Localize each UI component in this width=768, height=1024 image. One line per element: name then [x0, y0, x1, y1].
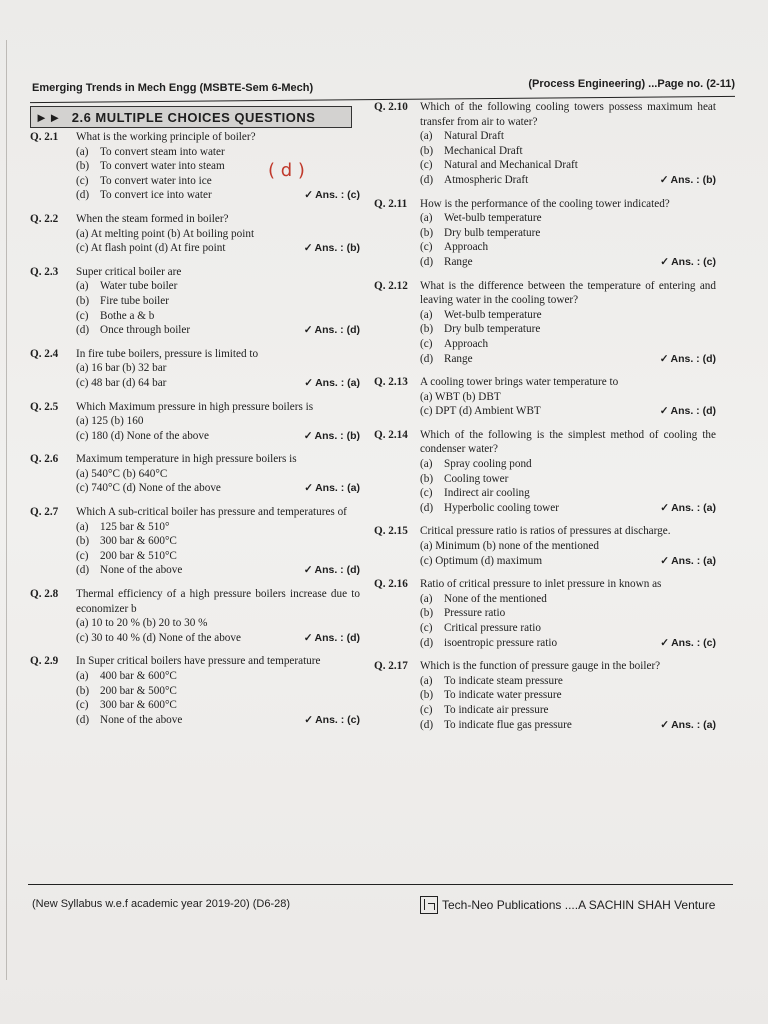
option-letter: (d)	[76, 564, 90, 577]
option-line: (a) At melting point (b) At boiling point	[76, 227, 255, 240]
option-row	[420, 226, 716, 241]
option-text: 125 bar & 510°	[100, 520, 170, 533]
question-text: Which Maximum pressure in high pressure boilers is	[76, 400, 314, 413]
check-icon: ✓	[660, 255, 670, 268]
answer-label	[304, 188, 360, 203]
question-text: Which A sub-critical boiler has pressure and temperatures of	[76, 506, 347, 519]
option-text: Range	[444, 352, 473, 365]
option-row	[76, 294, 360, 309]
question-text: What is the working principle of boiler?	[76, 131, 256, 143]
option-letter: (a)	[76, 670, 89, 682]
question-body	[76, 400, 360, 444]
question-body	[420, 197, 716, 270]
answer-label	[660, 501, 716, 516]
option-line	[420, 404, 716, 419]
question-text: In Super critical boilers have pressure and temperature	[76, 655, 321, 668]
footer-rule	[28, 884, 733, 885]
answer-label	[660, 352, 716, 367]
double-arrow-icon: ►►	[35, 109, 62, 125]
option-text: Atmospheric Draft	[444, 173, 529, 186]
option-row	[76, 520, 360, 535]
question-number: Q. 2.6	[30, 453, 59, 466]
option-row	[420, 703, 716, 718]
question-number: Q. 2.1	[30, 131, 59, 143]
check-icon: ✓	[303, 429, 313, 442]
option-row	[76, 549, 360, 564]
question-text: What is the difference between the temperature of entering and leaving water in the cooling tower?	[420, 279, 716, 307]
option-row	[420, 144, 716, 159]
option-row	[76, 159, 360, 174]
option-letter: (d)	[420, 352, 434, 365]
publisher-logo-icon	[420, 896, 438, 914]
option-row	[420, 636, 716, 651]
option-row	[420, 255, 716, 270]
option-text: None of the mentioned	[444, 592, 547, 605]
option-line	[76, 481, 360, 496]
answer-text: Ans. : (b)	[314, 242, 360, 255]
option-letter: (d)	[420, 173, 434, 186]
option-text: Approach	[444, 337, 489, 350]
answer-text: Ans. : (c)	[315, 713, 360, 726]
option-text: Range	[444, 255, 473, 268]
option-letter: (b)	[420, 689, 434, 702]
option-line: (a) 16 bar (b) 32 bar	[76, 362, 167, 375]
option-text: 300 bar & 600°C	[100, 699, 177, 712]
question-text: Thermal efficiency of a high pressure boilers increase due to economizer b	[76, 588, 360, 615]
option-letter: (a)	[420, 674, 433, 687]
header-page-ref: (Process Engineering) ...Page no. (2-11)	[528, 78, 735, 90]
answer-label	[660, 554, 716, 569]
option-letter: (d)	[76, 189, 90, 202]
question-body	[420, 659, 716, 732]
question-item	[374, 577, 716, 650]
answer-text: Ans. : (d)	[314, 564, 360, 577]
option-row	[420, 486, 716, 501]
check-icon: ✓	[660, 554, 670, 567]
question-text: Super critical boiler are	[76, 265, 182, 278]
question-number: Q. 2.4	[30, 347, 59, 360]
question-number: Q. 2.8	[30, 588, 59, 601]
option-letter: (b)	[420, 144, 434, 157]
option-row	[76, 174, 360, 189]
option-text: To indicate steam pressure	[444, 674, 563, 687]
question-body	[76, 654, 360, 727]
option-line-text: (c) 30 to 40 % (d) None of the above	[76, 631, 241, 644]
question-item	[374, 428, 716, 516]
question-body	[76, 130, 360, 203]
option-line	[76, 429, 360, 444]
question-item	[30, 452, 360, 496]
answer-text: Ans. : (a)	[315, 376, 360, 389]
answer-label	[304, 563, 360, 578]
answer-label	[304, 376, 360, 391]
option-text: Water tube boiler	[100, 280, 178, 293]
check-icon: ✓	[304, 376, 314, 389]
question-number: Q. 2.14	[374, 428, 408, 441]
question-item	[374, 100, 716, 188]
check-icon: ✓	[304, 482, 314, 495]
question-item	[30, 505, 360, 578]
question-text: Critical pressure ratio is ratios of pressures at discharge.	[420, 525, 671, 538]
option-text: Critical pressure ratio	[444, 622, 541, 634]
option-row	[420, 621, 716, 636]
option-row	[420, 211, 716, 226]
option-letter: (a)	[420, 212, 433, 225]
answer-label	[304, 323, 360, 338]
option-letter: (d)	[420, 501, 434, 514]
check-icon: ✓	[303, 324, 313, 337]
question-text: Which of the following is the simplest method of cooling the condenser water?	[420, 428, 716, 456]
option-letter: (c)	[76, 309, 89, 322]
question-item	[30, 130, 360, 203]
option-row	[76, 145, 360, 160]
option-line-text: (c) Optimum (d) maximum	[420, 554, 543, 567]
option-line: (a) Minimum (b) none of the mentioned	[420, 540, 599, 553]
option-row	[76, 713, 360, 728]
answer-text: Ans. : (d)	[314, 324, 360, 337]
option-row	[76, 698, 360, 713]
option-line	[76, 376, 360, 391]
option-line	[420, 554, 716, 569]
option-letter: (a)	[76, 280, 89, 293]
answer-text: Ans. : (c)	[671, 255, 716, 268]
option-line	[76, 241, 360, 256]
option-letter: (a)	[76, 520, 89, 533]
option-text: Spray cooling pond	[444, 458, 532, 471]
option-text: None of the above	[100, 564, 183, 577]
question-number: Q. 2.7	[30, 506, 59, 519]
option-row	[76, 669, 360, 684]
question-number: Q. 2.17	[374, 660, 408, 673]
answer-label	[660, 173, 716, 188]
option-text: Approach	[444, 241, 489, 254]
question-body	[420, 375, 716, 419]
option-row	[420, 472, 716, 487]
option-text: To indicate flue gas pressure	[444, 718, 572, 731]
option-text: Mechanical Draft	[444, 144, 523, 157]
check-icon: ✓	[660, 636, 670, 649]
answer-text: Ans. : (b)	[314, 429, 360, 442]
option-letter: (c)	[76, 174, 89, 187]
option-text: Hyperbolic cooling tower	[444, 501, 559, 514]
answer-label	[660, 404, 716, 419]
answer-text: Ans. : (d)	[670, 405, 716, 418]
answer-text: Ans. : (d)	[670, 352, 716, 365]
answer-label	[304, 713, 360, 728]
option-text: To indicate air pressure	[444, 703, 549, 716]
answer-text: Ans. : (c)	[315, 189, 360, 202]
option-text: Pressure ratio	[444, 607, 506, 620]
check-icon: ✓	[659, 352, 669, 365]
answer-text: Ans. : (a)	[671, 501, 716, 514]
question-text: A cooling tower brings water temperature to	[420, 376, 619, 389]
option-text: Bothe a & b	[100, 309, 155, 322]
answer-label	[304, 481, 360, 496]
question-number: Q. 2.10	[374, 101, 408, 113]
option-row	[420, 688, 716, 703]
option-text: To convert water into ice	[100, 174, 212, 187]
option-line-text: (c) 48 bar (d) 64 bar	[76, 376, 167, 389]
question-text: Which of the following cooling towers possess maximum heat transfer from air to water?	[420, 101, 716, 128]
question-item	[374, 279, 716, 367]
question-body	[420, 524, 716, 568]
header-book-title: Emerging Trends in Mech Engg (MSBTE-Sem 6-Mech)	[32, 82, 314, 94]
question-body	[76, 505, 360, 578]
option-row	[420, 173, 716, 188]
option-text: To convert water into steam	[100, 160, 225, 173]
question-number: Q. 2.13	[374, 376, 408, 389]
option-row	[420, 592, 716, 607]
answer-label	[660, 636, 716, 651]
answer-text: Ans. : (d)	[314, 631, 360, 644]
answer-label	[304, 429, 360, 444]
answer-label	[304, 241, 360, 256]
question-number: Q. 2.5	[30, 400, 59, 413]
question-body	[420, 577, 716, 650]
option-letter: (c)	[420, 159, 433, 172]
option-line: (a) 540°C (b) 640°C	[76, 467, 168, 480]
question-body	[76, 212, 360, 256]
check-icon: ✓	[303, 631, 313, 644]
option-letter: (c)	[420, 337, 433, 350]
question-item	[374, 375, 716, 419]
option-row	[420, 457, 716, 472]
option-text: Dry bulb temperature	[444, 323, 541, 336]
question-text: When the steam formed in boiler?	[76, 212, 229, 225]
question-body	[76, 587, 360, 645]
check-icon: ✓	[303, 242, 313, 255]
option-letter: (d)	[76, 713, 90, 726]
question-body	[76, 452, 360, 496]
option-letter: (a)	[76, 145, 89, 158]
option-line-text: (c) At flash point (d) At fire point	[76, 242, 226, 255]
option-letter: (b)	[420, 607, 434, 620]
option-letter: (b)	[76, 684, 90, 697]
question-number: Q. 2.9	[30, 655, 59, 668]
page-edge-shadow	[6, 40, 7, 980]
option-row	[420, 606, 716, 621]
question-body	[420, 428, 716, 516]
question-number: Q. 2.16	[374, 578, 408, 591]
option-text: 300 bar & 600°C	[100, 535, 177, 548]
option-letter: (c)	[420, 241, 433, 254]
question-text: Which is the function of pressure gauge in the boiler?	[420, 660, 661, 673]
question-number: Q. 2.11	[374, 197, 408, 210]
check-icon: ✓	[303, 564, 313, 577]
footer-publisher-text: Tech-Neo Publications ....A SACHIN SHAH Venture	[442, 898, 716, 912]
option-text: 400 bar & 600°C	[100, 670, 177, 682]
question-item	[374, 197, 716, 270]
question-body	[76, 347, 360, 391]
option-line: (a) 10 to 20 % (b) 20 to 30 %	[76, 617, 208, 630]
option-line-text: (c) 180 (d) None of the above	[76, 429, 209, 442]
handwritten-note: ( d )	[268, 160, 305, 181]
option-letter: (a)	[420, 308, 433, 321]
option-text: None of the above	[100, 713, 183, 726]
answer-label	[660, 718, 716, 733]
option-line-text: (c) 740°C (d) None of the above	[76, 482, 221, 495]
option-letter: (b)	[76, 535, 90, 548]
option-row	[420, 158, 716, 173]
section-title-text: 2.6 MULTIPLE CHOICES QUESTIONS	[71, 109, 316, 125]
question-item	[374, 659, 716, 732]
option-text: To convert ice into water	[100, 189, 212, 202]
option-row	[76, 309, 360, 324]
option-line-text: (c) DPT (d) Ambient WBT	[420, 405, 541, 418]
option-letter: (d)	[76, 324, 90, 337]
right-column	[374, 100, 716, 741]
question-item	[30, 347, 360, 391]
question-item	[30, 587, 360, 645]
option-letter: (b)	[76, 160, 90, 173]
option-letter: (c)	[420, 703, 433, 716]
question-number: Q. 2.2	[30, 212, 59, 225]
option-letter: (a)	[420, 130, 433, 143]
check-icon: ✓	[304, 713, 314, 726]
option-text: To indicate water pressure	[444, 689, 562, 702]
option-letter: (d)	[420, 718, 434, 731]
option-letter: (b)	[420, 226, 434, 239]
option-row	[420, 352, 716, 367]
option-letter: (a)	[420, 458, 433, 471]
option-row	[420, 129, 716, 144]
question-item	[30, 212, 360, 256]
option-row	[76, 323, 360, 338]
option-text: Fire tube boiler	[100, 294, 169, 307]
check-icon: ✓	[660, 718, 670, 731]
option-line: (a) WBT (b) DBT	[420, 390, 501, 403]
option-row	[76, 684, 360, 699]
option-text: Dry bulb temperature	[444, 226, 541, 239]
option-text: isoentropic pressure ratio	[444, 636, 558, 649]
option-row	[420, 501, 716, 516]
option-text: 200 bar & 500°C	[100, 684, 177, 697]
check-icon: ✓	[659, 405, 669, 418]
option-row	[76, 188, 360, 203]
question-item	[374, 524, 716, 568]
question-text: Ratio of critical pressure to inlet pressure in known as	[420, 578, 662, 591]
option-letter: (c)	[76, 549, 89, 562]
question-text: Maximum temperature in high pressure boilers is	[76, 453, 297, 466]
option-line: (a) 125 (b) 160	[76, 415, 144, 428]
option-letter: (b)	[420, 472, 434, 485]
check-icon: ✓	[659, 173, 669, 186]
question-item	[30, 400, 360, 444]
option-text: Wet-bulb temperature	[444, 308, 542, 321]
question-item	[30, 654, 360, 727]
option-text: Wet-bulb temperature	[444, 212, 542, 225]
option-row	[76, 279, 360, 294]
section-title	[30, 106, 352, 128]
answer-text: Ans. : (a)	[671, 718, 716, 731]
answer-label	[660, 255, 716, 270]
option-row	[420, 322, 716, 337]
option-letter: (b)	[76, 294, 90, 307]
option-text: 200 bar & 510°C	[100, 549, 177, 562]
option-text: To convert steam into water	[100, 145, 225, 158]
option-text: Indirect air cooling	[444, 487, 530, 500]
answer-text: Ans. : (a)	[671, 554, 716, 567]
option-letter: (a)	[420, 592, 433, 605]
option-text: Cooling tower	[444, 472, 509, 485]
left-column	[30, 130, 360, 736]
check-icon: ✓	[660, 501, 670, 514]
question-body	[420, 100, 716, 188]
answer-label	[304, 631, 360, 646]
option-row	[420, 308, 716, 323]
footer-syllabus: (New Syllabus w.e.f academic year 2019-20) (D6-28)	[32, 898, 291, 910]
option-row	[420, 718, 716, 733]
question-body	[420, 279, 716, 367]
question-text: How is the performance of the cooling tower indicated?	[420, 197, 670, 210]
page-header	[30, 78, 735, 100]
option-row	[420, 240, 716, 255]
option-letter: (d)	[420, 636, 434, 649]
option-letter: (c)	[420, 487, 433, 500]
question-text: In fire tube boilers, pressure is limited to	[76, 347, 259, 360]
question-number: Q. 2.3	[30, 265, 59, 278]
option-letter: (b)	[420, 323, 434, 336]
question-number: Q. 2.15	[374, 525, 408, 538]
option-text: Natural Draft	[444, 130, 504, 143]
answer-text: Ans. : (c)	[671, 636, 716, 649]
question-body	[76, 265, 360, 338]
option-text: Once through boiler	[100, 324, 191, 337]
option-letter: (c)	[76, 699, 89, 712]
option-row	[420, 337, 716, 352]
option-letter: (c)	[420, 622, 433, 634]
check-icon: ✓	[304, 189, 314, 202]
option-row	[76, 563, 360, 578]
option-letter: (d)	[420, 255, 434, 268]
option-text: Natural and Mechanical Draft	[444, 159, 578, 172]
option-row	[420, 674, 716, 689]
answer-text: Ans. : (a)	[315, 482, 360, 495]
answer-text: Ans. : (b)	[670, 173, 716, 186]
footer-publisher	[420, 896, 715, 914]
option-row	[76, 534, 360, 549]
option-line	[76, 631, 360, 646]
question-number: Q. 2.12	[374, 279, 408, 292]
question-item	[30, 265, 360, 338]
